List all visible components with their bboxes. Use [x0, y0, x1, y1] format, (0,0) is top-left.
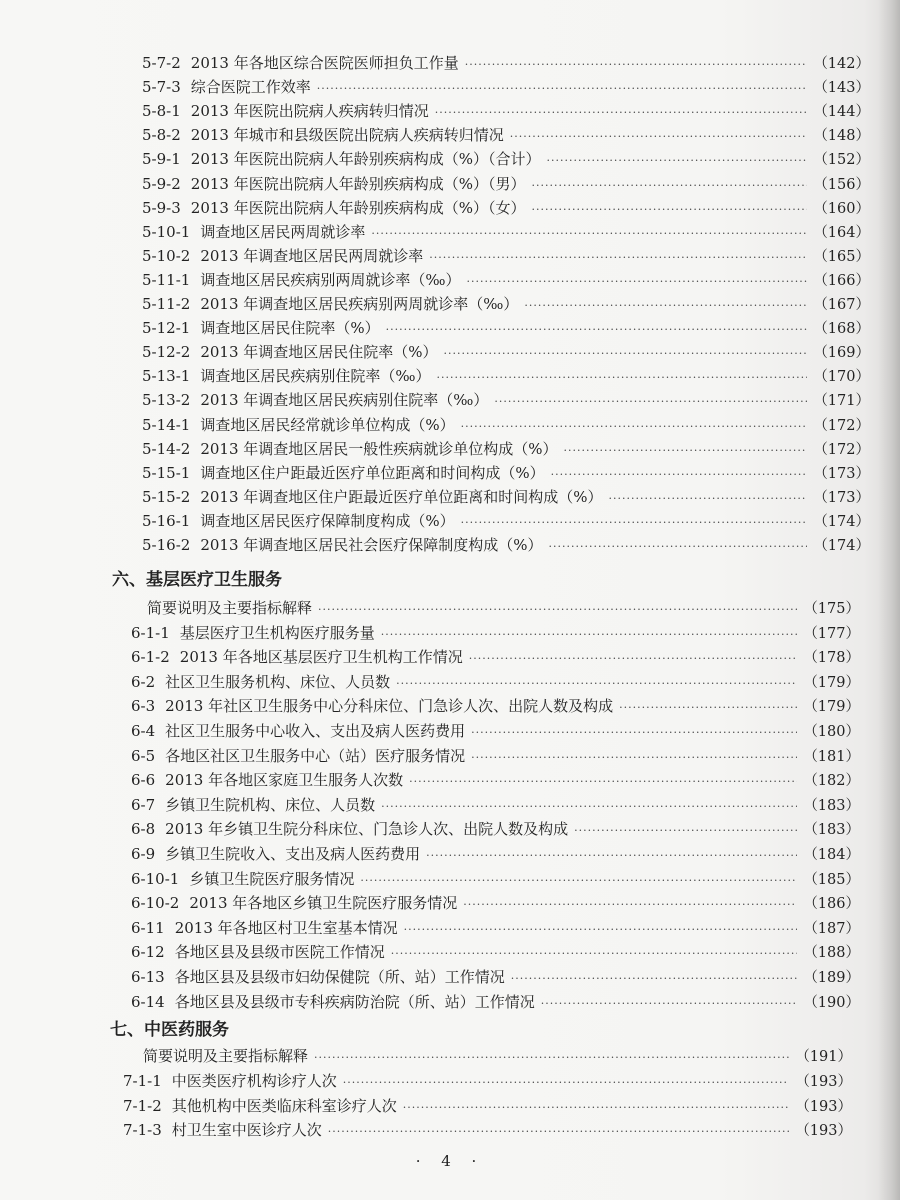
toc-entry-number: 6-4 [131, 722, 156, 740]
dot-leader [314, 1047, 789, 1069]
toc-entry-number: 5-9-2 [142, 174, 181, 193]
toc-entry[interactable] [131, 794, 860, 816]
toc-entry-page: （185） [803, 871, 860, 888]
toc-entry-title: 调查地区居民疾病别两周就诊率（‰） [200, 270, 461, 289]
toc-entry[interactable] [131, 720, 860, 742]
toc-entry-number: 5-8-1 [142, 102, 181, 121]
toc-entry-page: （174） [813, 513, 870, 530]
toc-entry-number: 6-11 [131, 918, 165, 937]
toc-entry-title: 乡镇卫生院机构、床位、人员数 [165, 795, 376, 814]
dot-leader [343, 1072, 790, 1094]
toc-entry-page: （168） [813, 321, 870, 338]
toc-entry-page: （183） [803, 822, 860, 839]
toc-entry-number: 6-12 [131, 943, 165, 962]
toc-entry-page: （170） [813, 369, 870, 386]
toc-entry-number: 5-11-1 [142, 270, 191, 289]
toc-entry-number: 6-9 [131, 845, 156, 863]
toc-entry-number: 5-13-1 [142, 367, 191, 386]
dot-leader [471, 747, 797, 769]
toc-entry-page: （178） [803, 650, 860, 667]
book-spine-shadow [878, 0, 900, 1200]
dot-leader [469, 648, 798, 670]
toc-entry-title: 2013 年城市和县级医院出院病人疾病转归情况 [190, 126, 504, 145]
toc-entry-number: 5-14-1 [142, 415, 191, 434]
toc-entry-number: 5-11-2 [142, 295, 191, 313]
toc-entry[interactable] [142, 438, 870, 460]
toc-entry[interactable] [131, 671, 860, 693]
toc-entry-page: （144） [813, 104, 870, 121]
toc-entry-number: 6-10-1 [131, 869, 180, 888]
toc-entry[interactable] [131, 941, 860, 963]
toc-entry-page: （182） [803, 773, 860, 790]
toc-entry-title: 简要说明及主要指标解释 [143, 1047, 309, 1065]
dot-leader [511, 968, 798, 990]
dot-leader [471, 722, 797, 744]
toc-entry-title: 2013 年社区卫生服务中心分科床位、门急诊人次、出院人数及构成 [165, 697, 614, 716]
dot-leader [466, 271, 807, 293]
toc-entry[interactable] [131, 769, 860, 791]
toc-entry-page: （179） [803, 699, 860, 716]
toc-entry-page: （166） [813, 272, 870, 289]
toc-entry-title: 村卫生室中医诊疗人次 [171, 1121, 322, 1140]
toc-entry-title: 2013 年各地区综合医院医师担负工作量 [190, 54, 459, 72]
toc-entry-title: 其他机构中医类临床科室诊疗人次 [171, 1096, 397, 1115]
toc-entry-title: 2013 年各地区乡镇卫生院医疗服务情况 [189, 894, 458, 913]
dot-leader [391, 943, 798, 965]
toc-entry-title: 乡镇卫生院收入、支出及病人医药费用 [165, 845, 421, 863]
toc-entry-title: 调查地区居民两周就诊率 [200, 222, 366, 241]
toc-entry-title: 2013 年各地区基层医疗卫生机构工作情况 [179, 648, 463, 667]
toc-entry-number: 5-10-1 [142, 222, 191, 241]
dot-leader [531, 199, 807, 221]
toc-entry-number: 5-12-2 [142, 343, 191, 362]
dot-leader [494, 391, 807, 413]
toc-entry-number: 5-14-2 [142, 439, 191, 458]
toc-entry-number: 5-9-3 [142, 198, 181, 217]
toc-entry-page: （187） [803, 920, 860, 937]
toc-entry-page: （174） [813, 538, 870, 554]
toc-entry[interactable] [131, 695, 860, 717]
toc-entry[interactable] [123, 1070, 852, 1092]
toc-entry-title: 社区卫生服务机构、床位、人员数 [165, 672, 391, 691]
dot-leader [381, 796, 797, 818]
toc-entry[interactable] [142, 510, 870, 532]
toc-entry-title: 调查地区住户距最近医疗单位距离和时间构成（%） [200, 463, 545, 482]
dot-leader [465, 54, 808, 76]
section-heading-7: 七、中医药服务 [110, 1020, 229, 1040]
toc-entry-number: 7-1-2 [123, 1096, 162, 1115]
toc-entry-number: 5-15-2 [142, 487, 191, 506]
dot-leader [328, 1121, 790, 1143]
toc-entry-number: 5-16-2 [142, 536, 191, 554]
toc-entry-title: 简要说明及主要指标解释 [147, 599, 313, 617]
toc-entry[interactable] [142, 389, 870, 411]
toc-entry[interactable] [142, 534, 870, 556]
dot-leader [360, 870, 797, 892]
toc-entry-title: 社区卫生服务中心收入、支出及病人医药费用 [165, 722, 466, 740]
dot-leader [396, 673, 797, 695]
dot-leader [461, 416, 808, 438]
toc-entry[interactable] [142, 221, 870, 243]
toc-entry-title: 基层医疗卫生机构医疗服务量 [179, 623, 375, 642]
toc-entry-number: 5-9-1 [142, 150, 181, 169]
toc-entry[interactable] [142, 52, 870, 74]
toc-entry[interactable] [147, 597, 860, 619]
dot-leader [444, 343, 808, 365]
section-heading-6: 六、基层医疗卫生服务 [112, 570, 282, 590]
toc-entry[interactable] [142, 293, 870, 315]
toc-entry-title: 2013 年医院出院病人年龄别疾病构成（%）（女） [190, 198, 526, 217]
page-number: · 4 · [415, 1152, 485, 1170]
dot-leader [574, 820, 797, 842]
toc-entry[interactable] [131, 646, 860, 668]
dot-leader [381, 624, 798, 646]
toc-entry[interactable] [142, 269, 870, 291]
toc-entry[interactable] [142, 414, 870, 436]
toc-entry-page: （169） [813, 345, 870, 362]
toc-entry[interactable] [131, 622, 860, 644]
toc-entry-title: 调查地区居民疾病别住院率（‰） [200, 367, 431, 386]
toc-entry-number: 5-15-1 [142, 463, 191, 482]
dot-leader [403, 1097, 790, 1119]
toc-entry-number: 6-3 [131, 697, 156, 716]
toc-entry-title: 2013 年医院出院病人疾病转归情况 [190, 102, 429, 121]
toc-entry[interactable] [142, 341, 870, 363]
toc-entry-number: 6-6 [131, 771, 156, 790]
dot-leader [426, 845, 797, 867]
dot-leader [463, 894, 797, 916]
dot-leader [404, 919, 798, 941]
toc-entry-number: 6-7 [131, 795, 156, 814]
toc-entry-page: （173） [813, 489, 870, 506]
toc-entry-number: 6-8 [131, 820, 156, 839]
toc-entry[interactable] [142, 486, 870, 508]
toc-entry[interactable] [131, 818, 860, 840]
toc-entry-page: （172） [813, 417, 870, 434]
toc-entry-page: （189） [803, 970, 860, 986]
toc-entry-page: （190） [803, 994, 860, 1011]
toc-entry-page: （165） [813, 248, 870, 265]
dot-leader [461, 512, 808, 534]
dot-leader [317, 78, 808, 100]
toc-entry-title: 各地区社区卫生服务中心（站）医疗服务情况 [165, 746, 466, 765]
toc-entry-number: 5-7-2 [142, 54, 181, 72]
dot-leader [318, 599, 797, 621]
toc-entry[interactable] [142, 76, 870, 98]
dot-leader [619, 697, 797, 719]
toc-entry-page: （173） [813, 465, 870, 482]
toc-entry-page: （143） [813, 80, 870, 97]
toc-entry[interactable] [142, 365, 870, 387]
toc-entry-page: （193） [795, 1073, 852, 1090]
toc-entry[interactable] [142, 197, 870, 219]
dot-leader [371, 223, 807, 245]
toc-entry[interactable] [142, 317, 870, 339]
toc-entry[interactable] [142, 124, 870, 146]
toc-entry-title: 2013 年调查地区居民一般性疾病就诊单位构成（%） [200, 439, 558, 458]
toc-entry-number: 6-5 [131, 746, 156, 765]
toc-entry-number: 6-2 [131, 672, 156, 691]
toc-entry[interactable] [131, 745, 860, 767]
toc-entry-page: （191） [795, 1049, 852, 1065]
toc-entry-number: 5-8-2 [142, 126, 181, 145]
toc-entry[interactable] [131, 843, 860, 865]
toc-entry-page: （184） [803, 847, 860, 863]
toc-entry-title: 2013 年调查地区居民疾病别住院率（‰） [200, 391, 489, 410]
toc-entry[interactable] [142, 462, 870, 484]
toc-entry-title: 2013 年调查地区居民疾病别两周就诊率（‰） [200, 295, 519, 313]
toc-entry-page: （152） [813, 152, 870, 169]
toc-entry[interactable] [131, 966, 860, 988]
toc-entry-page: （179） [803, 674, 860, 691]
toc-entry-page: （193） [795, 1098, 852, 1115]
toc-entry-number: 5-7-3 [142, 78, 181, 97]
toc-entry-title: 2013 年调查地区居民社会医疗保障制度构成（%） [200, 536, 543, 554]
toc-entry-page: （172） [813, 441, 870, 458]
dot-leader [551, 464, 808, 486]
toc-entry-page: （167） [813, 297, 870, 313]
toc-entry-title: 2013 年各地区村卫生室基本情况 [174, 918, 398, 937]
toc-entry[interactable] [131, 917, 860, 939]
toc-entry-title: 中医类医疗机构诊疗人次 [171, 1071, 337, 1090]
toc-entry[interactable] [143, 1045, 852, 1067]
toc-entry-page: （186） [803, 896, 860, 913]
toc-entry-title: 调查地区居民住院率（%） [200, 319, 380, 338]
dot-leader [409, 771, 797, 793]
toc-entry-title: 2013 年医院出院病人年龄别疾病构成（%）（男） [190, 174, 526, 193]
toc-entry[interactable] [142, 100, 870, 122]
toc-entry-number: 7-1-1 [123, 1071, 162, 1090]
toc-entry-page: （175） [803, 601, 860, 617]
toc-entry-number: 6-14 [131, 992, 165, 1011]
dot-leader [524, 295, 807, 317]
toc-entry[interactable] [123, 1095, 852, 1117]
toc-entry-title: 2013 年医院出院病人年龄别疾病构成（%）（合计） [190, 150, 541, 169]
toc-entry-page: （183） [803, 797, 860, 814]
toc-entry-number: 7-1-3 [123, 1121, 162, 1140]
toc-entry[interactable] [142, 173, 870, 195]
toc-entry-number: 6-10-2 [131, 894, 180, 913]
toc-entry-title: 2013 年调查地区居民住院率（%） [200, 343, 438, 362]
dot-leader [531, 175, 807, 197]
toc-entry-title: 调查地区居民医疗保障制度构成（%） [200, 511, 455, 530]
dot-leader [429, 247, 807, 269]
dot-leader [564, 440, 808, 462]
toc-entry-page: （164） [813, 224, 870, 241]
toc-entry-number: 5-10-2 [142, 246, 191, 265]
toc-entry-title: 2013 年调查地区居民两周就诊率 [200, 246, 424, 265]
toc-entry-number: 5-12-1 [142, 319, 191, 338]
toc-entry-number: 6-1-1 [131, 623, 170, 642]
toc-entry-page: （188） [803, 945, 860, 962]
toc-entry-page: （177） [803, 625, 860, 642]
toc-entry-number: 5-13-2 [142, 391, 191, 410]
toc-entry-title: 各地区县及县级市医院工作情况 [174, 943, 385, 962]
toc-entry-number: 6-1-2 [131, 648, 170, 667]
toc-entry[interactable] [131, 892, 860, 914]
toc-entry[interactable] [142, 148, 870, 170]
toc-entry-title: 调查地区居民经常就诊单位构成（%） [200, 415, 455, 434]
toc-entry-title: 各地区县及县级市妇幼保健院（所、站）工作情况 [174, 968, 505, 986]
toc-entry-page: （180） [803, 724, 860, 740]
toc-entry[interactable] [131, 991, 860, 1013]
dot-leader [435, 102, 808, 124]
dot-leader [549, 536, 808, 558]
toc-entry-page: （171） [813, 393, 870, 410]
dot-leader [609, 488, 808, 510]
dot-leader [546, 150, 807, 172]
toc-entry-title: 2013 年乡镇卫生院分科床位、门急诊人次、出院人数及构成 [165, 820, 569, 839]
toc-entry-title: 综合医院工作效率 [190, 78, 311, 97]
toc-entry[interactable] [131, 868, 860, 890]
dot-leader [510, 126, 808, 148]
toc-entry-page: （160） [813, 200, 870, 217]
toc-entry-page: （193） [795, 1123, 852, 1140]
toc-entry-page: （148） [813, 128, 870, 145]
dot-leader [386, 319, 808, 341]
toc-entry-title: 乡镇卫生院医疗服务情况 [189, 869, 355, 888]
dot-leader [541, 993, 798, 1015]
toc-entry-page: （156） [813, 176, 870, 193]
toc-entry-number: 6-13 [131, 968, 165, 986]
toc-entry-page: （142） [813, 56, 870, 72]
toc-entry-title: 各地区县及县级市专科疾病防治院（所、站）工作情况 [174, 992, 535, 1011]
toc-entry-title: 2013 年各地区家庭卫生服务人次数 [165, 771, 404, 790]
toc-entry[interactable] [123, 1119, 852, 1141]
toc-entry[interactable] [142, 245, 870, 267]
toc-entry-number: 5-16-1 [142, 511, 191, 530]
toc-entry-title: 2013 年调查地区住户距最近医疗单位距离和时间构成（%） [200, 487, 603, 506]
dot-leader [436, 367, 807, 389]
toc-entry-page: （181） [803, 748, 860, 765]
